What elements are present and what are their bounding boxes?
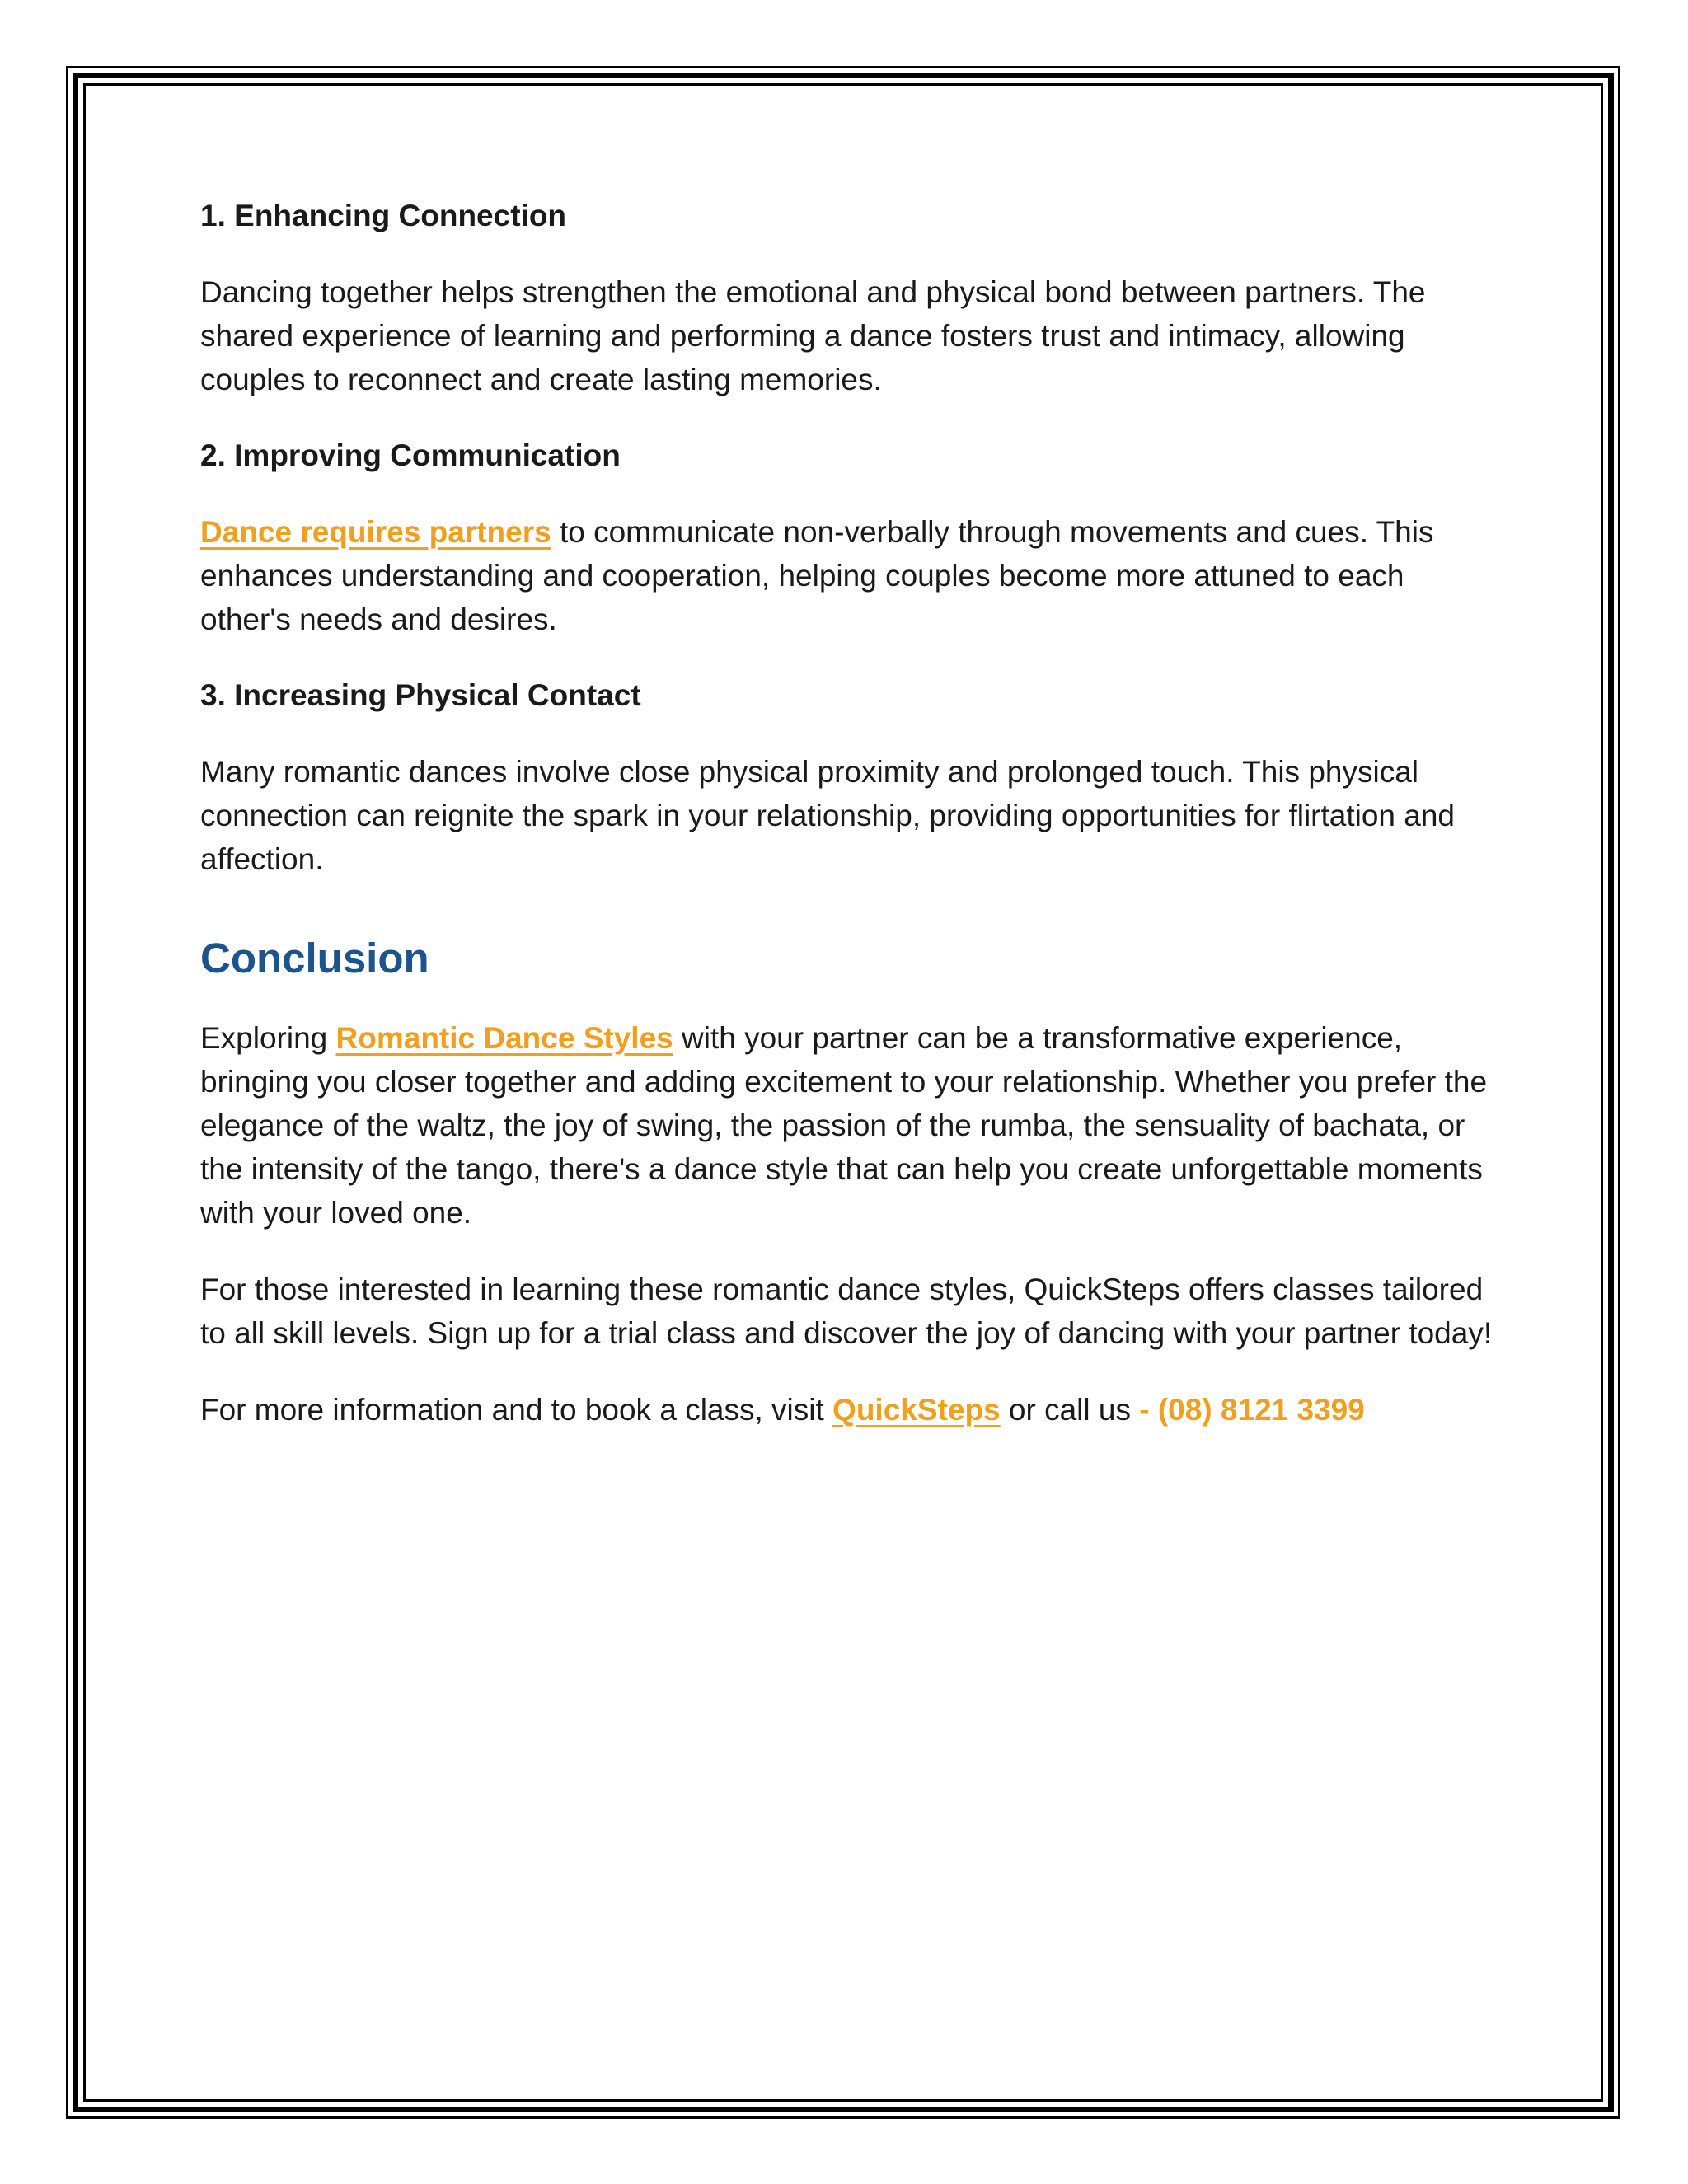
dance-requires-partners-link[interactable]: Dance requires partners bbox=[200, 515, 551, 549]
text: Exploring bbox=[200, 1021, 336, 1055]
quicksteps-link[interactable]: QuickSteps bbox=[832, 1393, 1001, 1427]
section-improving-communication bbox=[200, 434, 1503, 641]
text: or call us bbox=[1000, 1393, 1140, 1427]
section-body: Many romantic dances involve close physical proximity and prolonged touch. This physical connection can reignite the spark in your relationship, providing opportunities for flirtation and affection. bbox=[200, 755, 1456, 876]
conclusion-paragraph-2: For those interested in learning these romantic dance styles, QuickSteps offers classes tailored to all skill levels. Sign up for a trial class and discover the joy of dancing with your partner today! bbox=[200, 1272, 1493, 1350]
section-body bbox=[200, 510, 1503, 641]
section-conclusion bbox=[200, 932, 1503, 1432]
section-body-text: to communicate non-verbally through movements and cues. This enhances understanding and cooperation, helping couples become more attuned to each other's needs and desires. bbox=[200, 515, 1434, 636]
section-enhancing-connection bbox=[200, 194, 1503, 401]
conclusion-paragraph-1 bbox=[200, 1016, 1503, 1235]
section-heading: 2. Improving Communication bbox=[200, 438, 621, 472]
phone-number: - (08) 8121 3399 bbox=[1139, 1393, 1365, 1427]
section-body: Dancing together helps strengthen the emotional and physical bond between partners. The shared experience of learning and performing a dance fosters trust and intimacy, allowing couples to reconnect and create lasting memories. bbox=[200, 275, 1426, 396]
romantic-dance-styles-link[interactable]: Romantic Dance Styles bbox=[335, 1021, 673, 1055]
section-physical-contact bbox=[200, 674, 1503, 881]
text: For more information and to book a class, visit bbox=[200, 1393, 833, 1427]
conclusion-heading: Conclusion bbox=[200, 935, 429, 982]
section-heading: 3. Increasing Physical Contact bbox=[200, 678, 641, 712]
document-content bbox=[200, 194, 1503, 1465]
conclusion-paragraph-3 bbox=[200, 1388, 1503, 1432]
section-heading: 1. Enhancing Connection bbox=[200, 199, 567, 232]
text: with your partner can be a transformative experience, bringing you closer together and adding excitement to your relationship. Whether you prefer the elegance of the waltz, the joy of swing, the passion of the rumba, the sensuality of bachata, or the intensity of the tango, there's a dance style that can help you create unforgettable moments with your loved one. bbox=[200, 1021, 1488, 1230]
